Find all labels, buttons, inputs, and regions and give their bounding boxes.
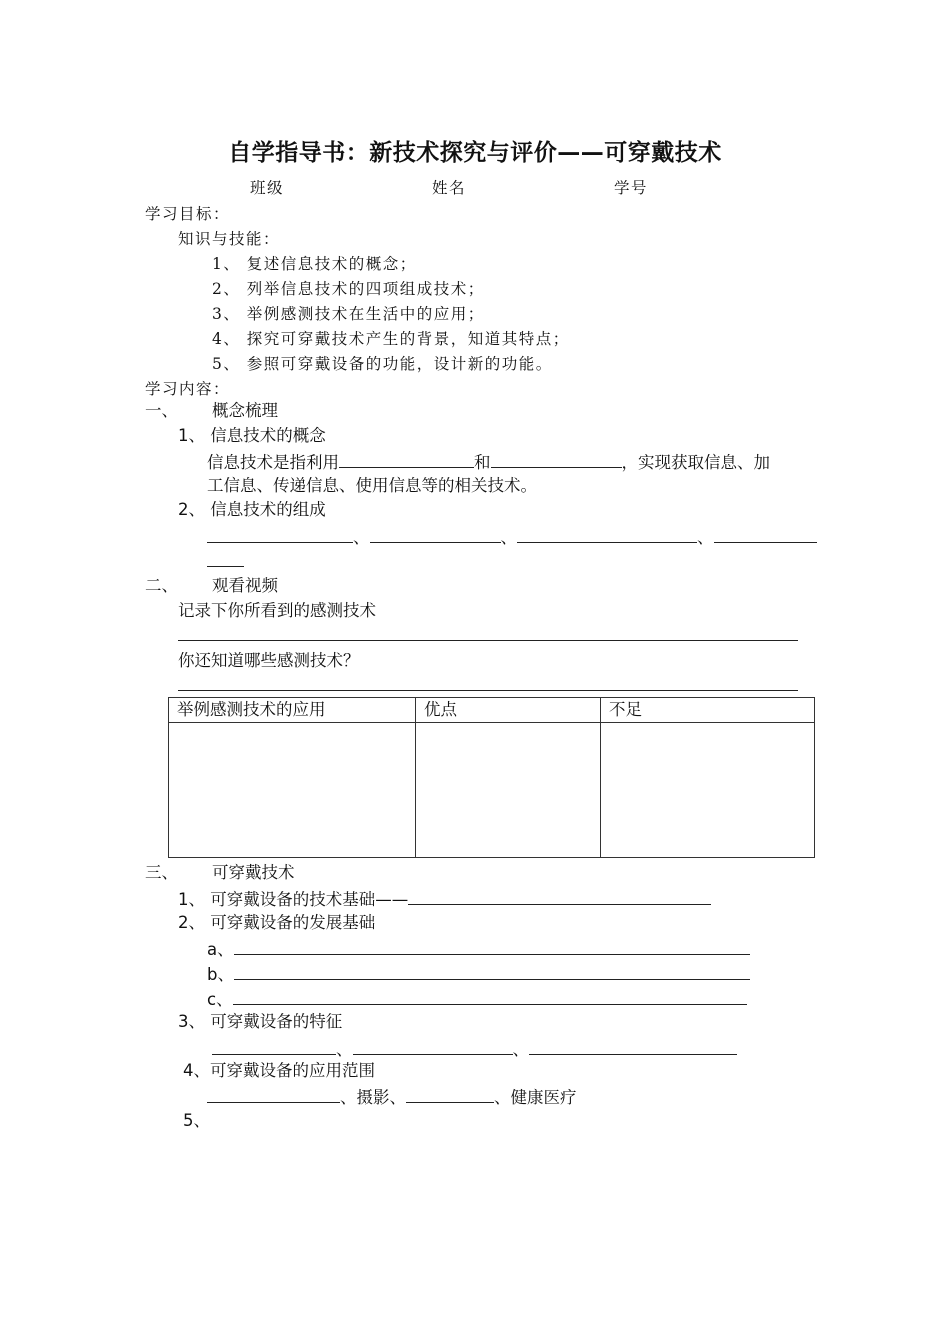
objective-item: 3、 举例感测技术在生活中的应用； (212, 305, 485, 323)
fill-blank[interactable] (406, 1084, 494, 1103)
section3-q3: 3、 可穿戴设备的特征 (178, 1012, 343, 1031)
name-field-label: 姓名 (432, 179, 467, 197)
table-cell[interactable] (601, 723, 815, 858)
text-fragment: 、摄影、 (340, 1088, 406, 1107)
fill-blank[interactable] (212, 1036, 336, 1055)
fill-blank[interactable] (339, 449, 474, 468)
separator: 、 (500, 528, 517, 547)
separator: 、 (697, 528, 714, 547)
section3-q2: 2、 可穿戴设备的发展基础 (178, 913, 376, 932)
fill-blank[interactable] (233, 986, 747, 1005)
fill-blank[interactable] (353, 1036, 513, 1055)
table-row (169, 723, 815, 858)
fill-blank[interactable] (529, 1036, 737, 1055)
sensing-tech-table (168, 697, 815, 858)
fill-blank[interactable] (207, 1084, 340, 1103)
section3-q4-blanks (207, 1084, 577, 1110)
fill-blank[interactable] (491, 449, 622, 468)
student-id-field-label: 学号 (614, 179, 649, 197)
table-header-cell: 不足 (601, 698, 815, 723)
section3-q4: 4、可穿戴设备的应用范围 (183, 1061, 375, 1080)
class-field-label: 班级 (250, 179, 285, 197)
table-header-row (169, 698, 815, 723)
sub-item-label: b、 (207, 965, 234, 984)
section1-title: 概念梳理 (212, 401, 278, 420)
objective-item: 1、 复述信息技术的概念； (212, 255, 417, 273)
objectives-heading: 学习目标： (145, 205, 231, 223)
answer-line[interactable] (178, 640, 798, 641)
sub-item-c (207, 986, 747, 1012)
fill-blank[interactable] (234, 961, 750, 980)
fill-blank[interactable] (207, 524, 353, 543)
sub-item-label: c、 (207, 990, 233, 1009)
section1-number: 一、 (145, 401, 178, 420)
text-fragment: 1、 可穿戴设备的技术基础—— (178, 890, 409, 909)
section1-q2-blanks (207, 524, 817, 550)
table-header-cell: 举例感测技术的应用 (169, 698, 416, 723)
fill-blank[interactable] (517, 524, 697, 543)
separator: 、 (512, 1040, 529, 1059)
table-header-cell: 优点 (416, 698, 601, 723)
section1-q1-line1 (207, 449, 770, 475)
separator: 、 (353, 528, 370, 547)
sub-item-b (207, 961, 750, 987)
text-fragment: 信息技术是指利用 (207, 453, 339, 472)
section3-q1 (178, 886, 711, 912)
section1-q1-line2: 工信息、传递信息、使用信息等的相关技术。 (207, 476, 537, 495)
fill-blank[interactable] (370, 524, 501, 543)
objective-item: 2、 列举信息技术的四项组成技术； (212, 280, 485, 298)
text-fragment: 、健康医疗 (494, 1088, 577, 1107)
section1-q1-title: 1、 信息技术的概念 (178, 426, 326, 445)
objectives-subheading: 知识与技能： (178, 230, 281, 248)
section3-number: 三、 (145, 863, 178, 882)
section3-q5: 5、 (183, 1111, 210, 1130)
page-title: 自学指导书：新技术探究与评价——可穿戴技术 (228, 140, 722, 166)
text-fragment: 和 (474, 453, 491, 472)
section2-number: 二、 (145, 576, 178, 595)
fill-blank[interactable] (234, 936, 750, 955)
objective-item: 5、 参照可穿戴设备的功能，设计新的功能。 (212, 355, 553, 373)
table-cell[interactable] (416, 723, 601, 858)
sub-item-a (207, 936, 750, 962)
objective-item: 4、 探究可穿戴技术产生的背景，知道其特点； (212, 330, 570, 348)
fill-blank[interactable] (408, 886, 711, 905)
section2-title: 观看视频 (212, 576, 278, 595)
fill-blank-continuation[interactable] (207, 566, 244, 567)
content-heading: 学习内容： (145, 380, 231, 398)
text-fragment: ，实现获取信息、加 (621, 453, 770, 472)
section1-q2-title: 2、 信息技术的组成 (178, 500, 326, 519)
section2-prompt2: 你还知道哪些感测技术？ (178, 651, 360, 670)
section2-prompt1: 记录下你所看到的感测技术 (178, 601, 376, 620)
section3-title: 可穿戴技术 (212, 863, 295, 882)
table-cell[interactable] (169, 723, 416, 858)
answer-line[interactable] (178, 690, 798, 691)
fill-blank[interactable] (714, 524, 817, 543)
sub-item-label: a、 (207, 940, 234, 959)
separator: 、 (336, 1040, 353, 1059)
